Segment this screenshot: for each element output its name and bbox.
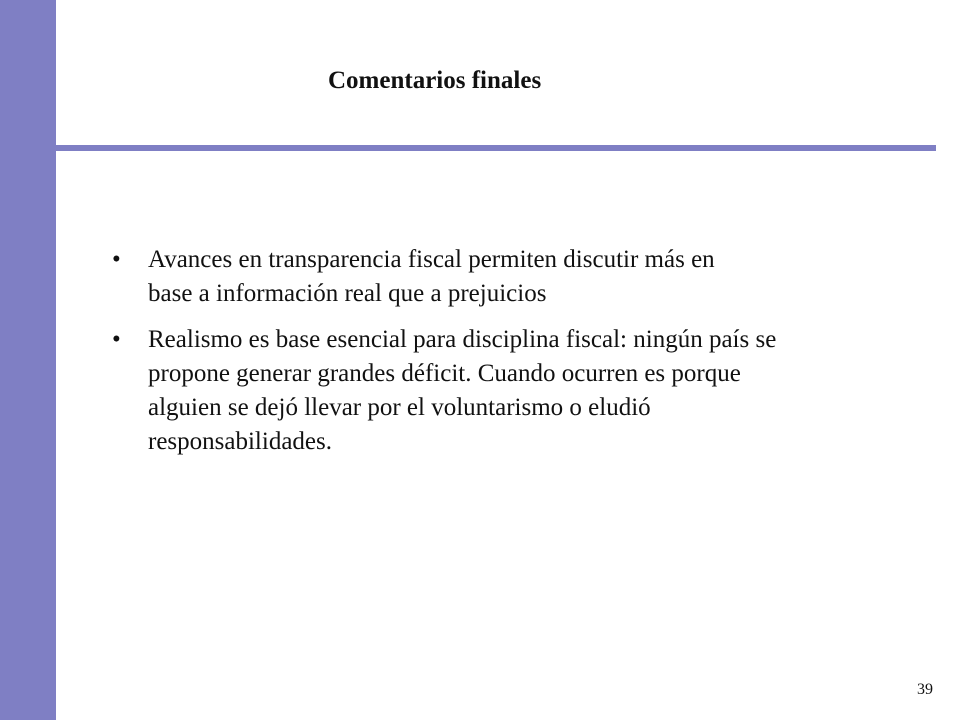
bullet-item-2 xyxy=(112,323,902,459)
bullet-text-line: base a información real que a prejuicios xyxy=(148,280,547,307)
bullet-text-line: Avances en transparencia fiscal permiten discutir más en xyxy=(148,246,715,273)
title-divider xyxy=(32,145,936,151)
bullet-icon: • xyxy=(112,246,121,273)
bullet-list xyxy=(112,243,902,471)
bullet-text-line: Realismo es base esencial para disciplina fiscal: ningún país se xyxy=(148,326,777,353)
bullet-text-line: alguien se dejó llevar por el voluntarismo o eludió xyxy=(148,394,651,421)
bullet-text-line: responsabilidades. xyxy=(148,428,332,455)
bullet-icon: • xyxy=(112,326,121,353)
page-number: 39 xyxy=(917,681,933,698)
bullet-item-1 xyxy=(112,243,902,311)
left-accent-bar xyxy=(0,0,56,720)
bullet-text-line: propone generar grandes déficit. Cuando ocurren es porque xyxy=(148,360,741,387)
slide-title: Comentarios finales xyxy=(328,67,542,94)
